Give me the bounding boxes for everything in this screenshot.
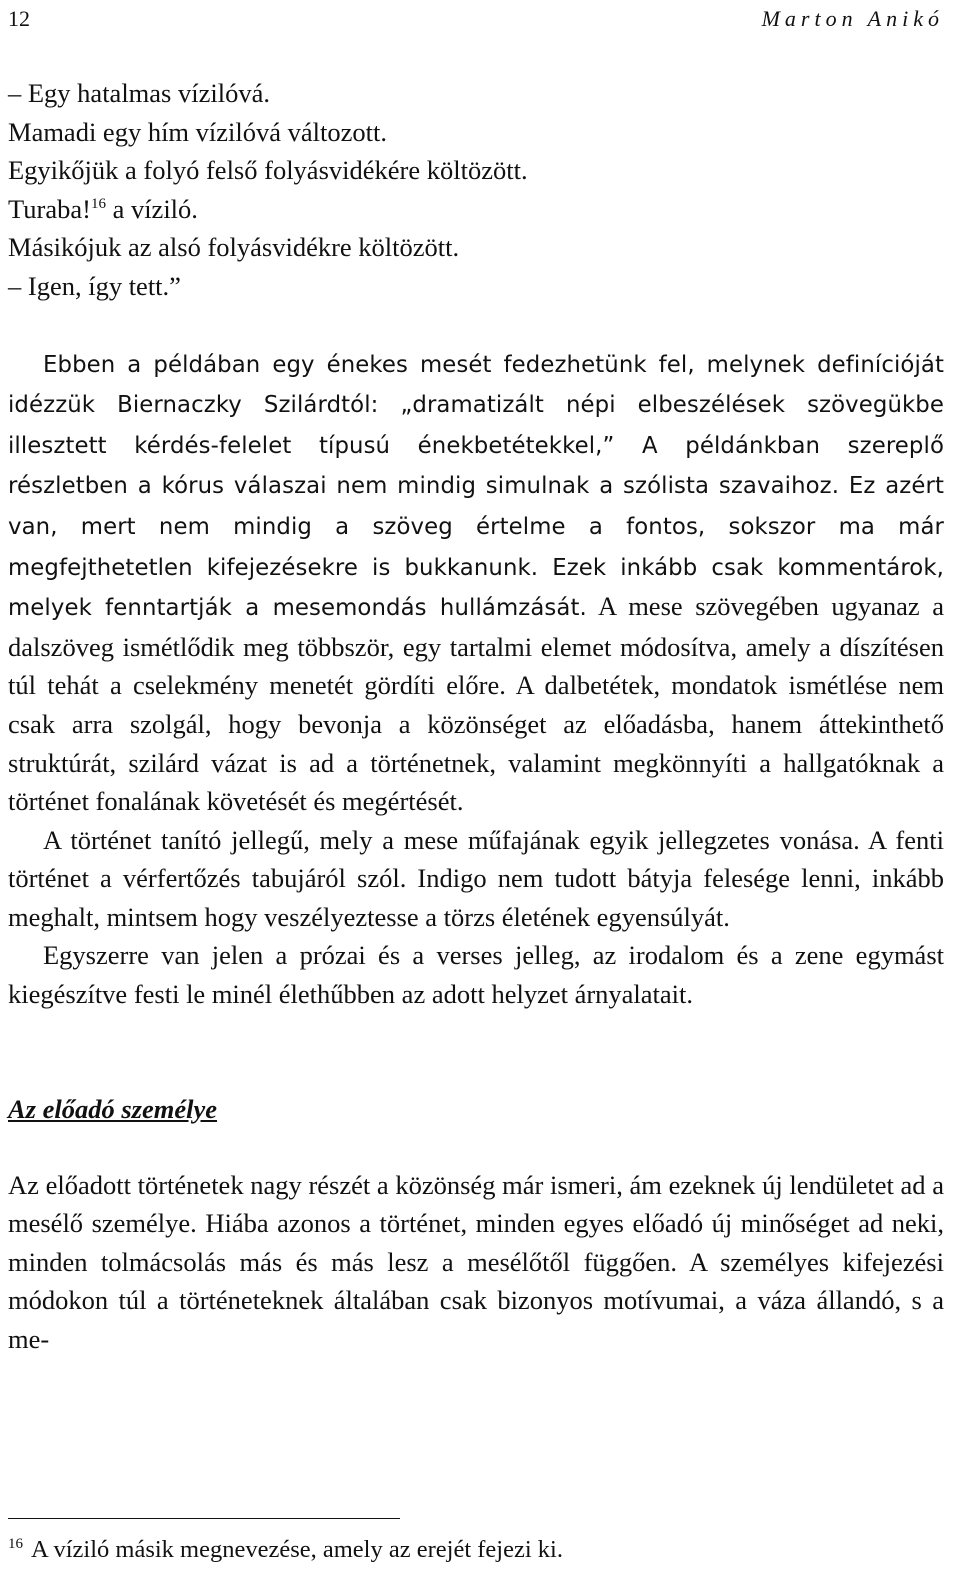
- page-header: [8, 4, 944, 34]
- page-number: 12: [8, 6, 30, 31]
- dialogue-line: Mamadi egy hím vízilóvá változott.: [8, 116, 388, 147]
- song-dialogue: [8, 74, 944, 306]
- body-paragraph: [8, 344, 944, 821]
- running-head-author: Marton Anikó: [761, 6, 944, 31]
- footnote-reference[interactable]: 16: [90, 195, 106, 212]
- dialogue-line: Egyikőjük a folyó felső folyásvidékére költözött.: [8, 155, 528, 186]
- dialogue-text: a víziló.: [105, 193, 198, 224]
- dialogue-text: Turaba!: [8, 193, 91, 224]
- page-body: [8, 74, 944, 1359]
- paragraph-text-serif: A mese szövegében ugyanaz a dalszöveg ismétlődik meg többször, egy tartalmi elemet módosítva, amely a díszítésen túl tehát a cselekmény menetét gördíti előre. A dalbetétek, mondatok ismétlése nem csak arra szolgál, hogy bevonja a közönséget az előadásba, hanem áttekinthető struktúrát, szilárd vázat is ad a történetnek, valamint megkönnyíti a hallgatóknak a történet fonalának követését és megértését.: [8, 591, 944, 817]
- footnote-number: 16: [8, 1535, 23, 1552]
- section-heading: Az előadó személye: [8, 1093, 218, 1124]
- body-paragraph: Egyszerre van jelen a prózai és a verses jelleg, az irodalom és a zene egymást kiegészítve festi le minél élethűbben az adott helyzet árnyalatait.: [8, 940, 944, 1010]
- body-paragraph: A történet tanító jellegű, mely a mese műfajának egyik jellegzetes vonása. A fenti történet a vérfertőzés tabujáról szól. Indigo nem tudott bátyja felesége lenni, inkább meghalt, mintsem hogy veszélyeztesse a törzs életének egyensúlyát.: [8, 824, 944, 932]
- dialogue-line: – Egy hatalmas vízilóvá.: [8, 78, 270, 108]
- book-page: [8, 0, 944, 1596]
- dialogue-line: Másikójuk az alsó folyásvidékre költözött.: [8, 232, 460, 263]
- footnote-text: A víziló másik megnevezése, amely az erejét fejezi ki.: [31, 1536, 563, 1563]
- dialogue-line-with-footnote: [8, 190, 944, 229]
- paragraph-text-sans: Ebben a példában egy énekes mesét fedezhetünk fel, melynek definícióját idézzük Biernaczky Szilárdtól: „dramatizált népi elbeszélések szövegükbe illesztett kérdés-felelet típusú énekbetétekkel,” A példánkban szereplő részletben a kórus válaszai nem mindig simulnak a szólista szavaihoz. Ez azért van, mert nem mindig a szöveg értelme a fontos, sokszor ma már megfejthetetlen kifejezésekre is bukkanunk. Ezek inkább csak kommentárok, melyek fenntartják a mesemondás hullámzását.: [8, 351, 944, 622]
- footnote-divider: [8, 1518, 400, 1519]
- footnote: [8, 1534, 563, 1566]
- dialogue-line: – Igen, így tett.”: [8, 270, 181, 301]
- section-paragraph: Az előadott történetek nagy részét a közönség már ismeri, ám ezeknek új lendületet ad a mesélő személye. Hiába azonos a történet, minden egyes előadó új minőséget ad neki, minden tolmácsolás más és más lesz a mesélőtől függően. A személyes kifejezési módokon túl a történeteknek általában csak bizonyos motívumai, a váza állandó, s a me-: [8, 1169, 944, 1355]
